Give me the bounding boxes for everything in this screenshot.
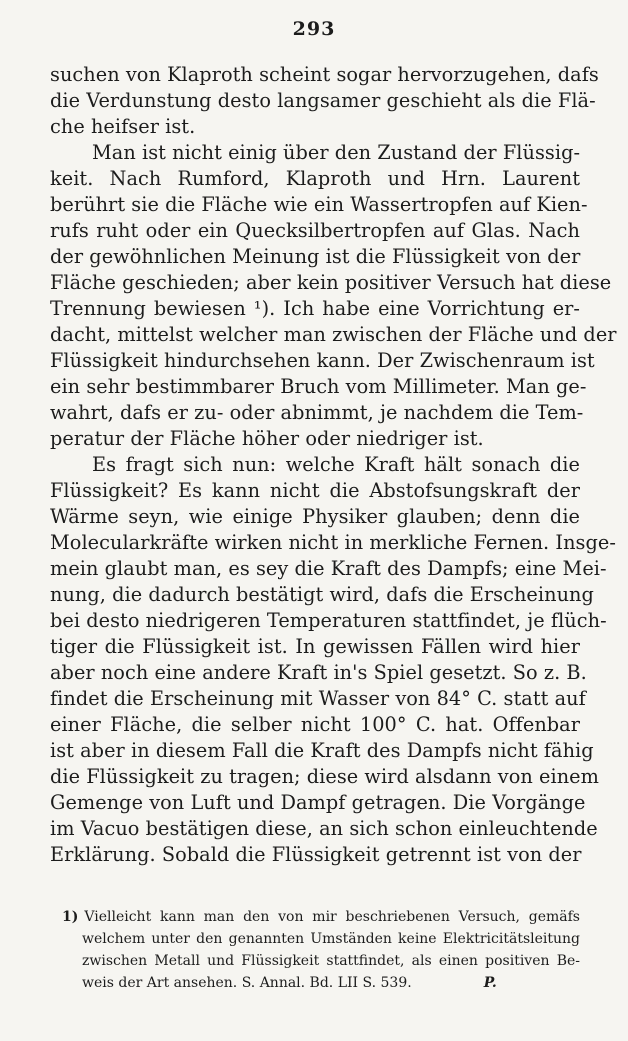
text-line: Gemenge von Luft und Dampf getragen. Die Vorgänge xyxy=(50,791,586,814)
text-line: tiger die Flüssigkeit ist. In gewissen Fällen wird hier xyxy=(50,635,580,658)
text-line: wahrt, dafs er zu- oder abnimmt, je nachdem die Tem- xyxy=(50,401,584,424)
text-line: Trennung bewiesen ¹). Ich habe eine Vorrichtung er- xyxy=(50,297,580,320)
text-line: mein glaubt man, es sey die Kraft des Dampfs; eine Mei- xyxy=(50,557,607,580)
text-line: keit. Nach Rumford, Klaproth und Hrn. Laurent xyxy=(50,167,580,190)
text-line: bei desto niedrigeren Temperaturen stattfindet, je flüch- xyxy=(50,609,607,632)
text-line: Fläche geschieden; aber kein positiver Versuch hat diese xyxy=(50,271,612,294)
text-line: einer Fläche, die selber nicht 100° C. hat. Offenbar xyxy=(50,713,580,736)
footnote-text: Vielleicht kann man den von mir beschriebenen Versuch, gemäfs xyxy=(84,909,580,925)
text-line: nung, die dadurch bestätigt wird, dafs die Erscheinung xyxy=(50,583,594,606)
text-line: der gewöhnlichen Meinung ist die Flüssigkeit von der xyxy=(50,245,581,268)
footnote-signature: P. xyxy=(483,975,497,991)
footnote-line: welchem unter den genannten Umständen keine Elektricitätsleitung xyxy=(82,931,580,947)
text-line: ein sehr bestimmbarer Bruch vom Millimeter. Man ge- xyxy=(50,375,587,398)
text-line: die Flüssigkeit zu tragen; diese wird alsdann von einem xyxy=(50,765,599,788)
footnote-text: weis der Art ansehen. S. Annal. Bd. LII S. 539. xyxy=(82,975,412,991)
text-line: Flüssigkeit? Es kann nicht die Abstofsungskraft der xyxy=(50,479,580,502)
text-line: Molecularkräfte wirken nicht in merkliche Fernen. Insge- xyxy=(50,531,616,554)
footnote-line xyxy=(62,972,580,994)
text-line: peratur der Fläche höher oder niedriger ist. xyxy=(50,427,484,450)
footnote-line xyxy=(62,906,580,928)
text-line: rufs ruht oder ein Quecksilbertropfen auf Glas. Nach xyxy=(50,219,580,242)
text-line: Man ist nicht einig über den Zustand der Flüssig- xyxy=(92,141,581,164)
text-line: Es fragt sich nun: welche Kraft hält sonach die xyxy=(92,453,580,476)
text-line: im Vacuo bestätigen diese, an sich schon einleuchtende xyxy=(50,817,598,840)
footnote xyxy=(62,906,580,994)
page-number: 293 xyxy=(292,18,336,40)
text-line: dacht, mittelst welcher man zwischen der Fläche und der xyxy=(50,323,617,346)
text-line: che heifser ist. xyxy=(50,115,196,138)
text-line: Erklärung. Sobald die Flüssigkeit getrennt ist von der xyxy=(50,843,582,866)
text-line: berührt sie die Fläche wie ein Wassertropfen auf Kien- xyxy=(50,193,588,216)
body-text xyxy=(50,62,617,868)
text-line: Flüssigkeit hindurchsehen kann. Der Zwischenraum ist xyxy=(50,349,595,372)
text-line: Wärme seyn, wie einige Physiker glauben; denn die xyxy=(50,505,580,528)
text-line: suchen von Klaproth scheint sogar hervorzugehen, dafs xyxy=(50,63,599,86)
footnote-marker: 1) xyxy=(62,909,79,925)
text-line: ist aber in diesem Fall die Kraft des Dampfs nicht fähig xyxy=(50,739,594,762)
footnote-line: zwischen Metall und Flüssigkeit stattfindet, als einen positiven Be- xyxy=(82,953,580,969)
text-line: findet die Erscheinung mit Wasser von 84° C. statt auf xyxy=(50,687,586,710)
text-line: aber noch eine andere Kraft in's Spiel gesetzt. So z. B. xyxy=(50,661,587,684)
text-line: die Verdunstung desto langsamer geschieht als die Flä- xyxy=(50,89,596,112)
